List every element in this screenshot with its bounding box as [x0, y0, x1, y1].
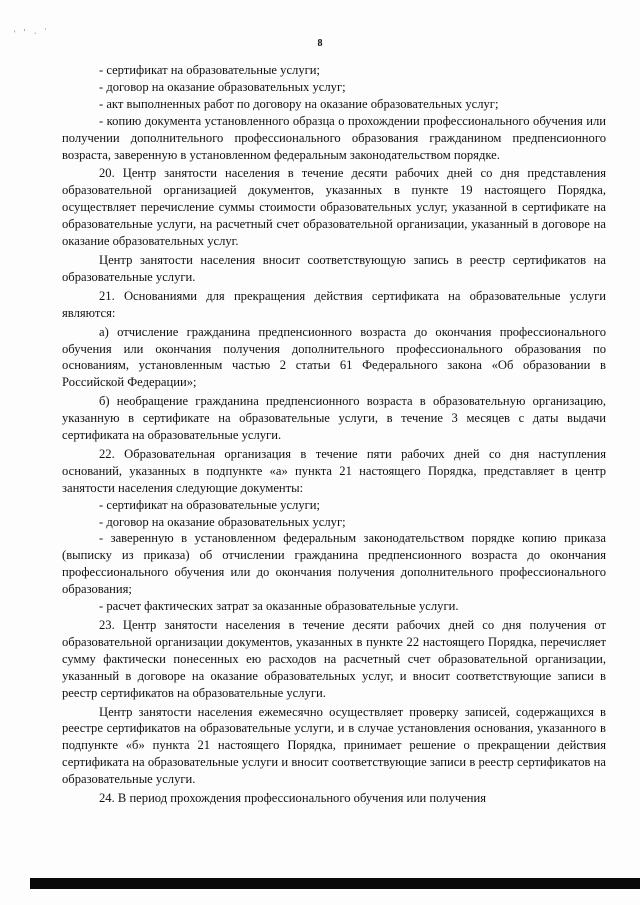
- page-number: 8: [317, 38, 323, 49]
- list-item-document-copy: - копию документа установленного образца о прохождении профессионального обучения или получении дополнительного профессионального образования гражданином предпенсионного возраста, заверенную в установленном федеральным законодательством порядке.: [62, 113, 606, 162]
- list-item-contract: - договор на оказание образовательных услуг;: [99, 79, 346, 94]
- list-item-act: - акт выполненных работ по договору на оказание образовательных услуг;: [99, 96, 499, 111]
- paragraph-20: 20. Центр занятости населения в течение десяти рабочих дней со дня представления образовательной организацией документов, указанных в пункте 19 настоящего Порядка, осуществляет перечисление суммы стоимости образовательных услуг, указанной в сертификате на образовательные услуги, на расчетный счет образовательной организации, указанный в договоре на оказание образовательных услуг.: [62, 166, 606, 249]
- list-item-cost-calculation: - расчет фактических затрат за оказанные образовательные услуги.: [99, 599, 459, 614]
- paragraph-22: 22. Образовательная организация в течение пяти рабочих дней со дня наступления оснований, указанных в подпункте «а» пункта 21 настоящего Порядка, представляет в центр занятости населения следующие документы:: [62, 446, 606, 495]
- paragraph-registry-entry: Центр занятости населения вносит соответствующую запись в реестр сертификатов на образовательные услуги.: [62, 252, 606, 284]
- paragraph-23: 23. Центр занятости населения в течение десяти рабочих дней со дня получения от образовательной организации документов, указанных в пункте 22 настоящего Порядка, перечисляет сумму фактически понесенных ею расходов на расчетный счет образовательной организации, указанный в договоре на оказание образовательных услуг, и вносит соответствующие записи в реестр сертификатов на образовательные услуги.: [62, 618, 606, 700]
- list-item-contract-2: - договор на оказание образовательных услуг;: [99, 514, 346, 529]
- scan-specks: ' ' . ·: [13, 23, 51, 39]
- list-item-certificate-2: - сертификат на образовательные услуги;: [99, 497, 321, 512]
- paragraph-21-b: б) необращение гражданина предпенсионного возраста в образовательную организацию, указанную в сертификате на образовательные услуги, в течение 3 месяцев с даты выдачи сертификата на образовательные услуги.: [62, 394, 606, 443]
- list-item-order-copy: - заверенную в установленном федеральным законодательством порядке копию приказа (выписку из приказа) об отчислении гражданина предпенсионного возраста до окончания профессионального обучения или до окончания получения дополнительного профессионального образования;: [62, 531, 606, 597]
- list-item-certificate: - сертификат на образовательные услуги;: [99, 63, 321, 77]
- paragraph-21-a: а) отчисление гражданина предпенсионного возраста до окончания профессионального обучения или окончания получения дополнительного профессионального образования по основаниям, установленным частью 2 статьи 61 Федерального закона «Об образовании в Российской Федерации»;: [62, 324, 606, 390]
- paragraph-monthly-check: Центр занятости населения ежемесячно осуществляет проверку записей, содержащихся в реестре сертификатов на образовательные услуги, и в случае установления основания, указанного в подпункте «б» пункта 21 настоящего Порядка, принимает решение о прекращении действия сертификата на образовательные услуги и вносит соответствующие записи в реестр сертификатов на образовательные услуги.: [62, 704, 606, 787]
- scan-edge-bar: [30, 878, 640, 889]
- paragraph-24: 24. В период прохождения профессионального обучения или получения: [99, 791, 487, 806]
- document-body: [62, 62, 606, 807]
- paragraph-21: 21. Основаниями для прекращения действия сертификата на образовательные услуги являются:: [62, 288, 606, 320]
